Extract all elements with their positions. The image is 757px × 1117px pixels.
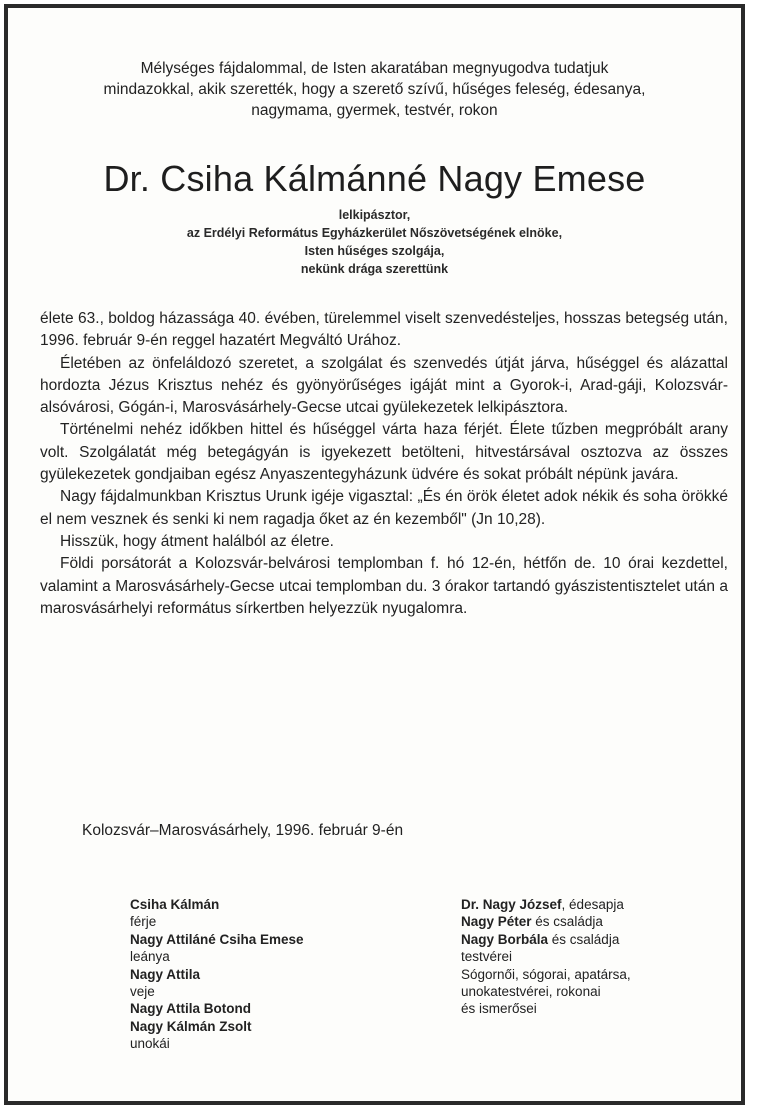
mourner-relation: testvérei — [461, 949, 513, 965]
mourner-relation: , édesapja — [561, 897, 624, 912]
title-line: az Erdélyi Református Egyházkerület Nőszövetségének elnöke, — [186, 226, 563, 240]
mourner-entry — [461, 931, 631, 948]
title-line: lelkipásztor, — [338, 208, 411, 222]
obituary-body — [40, 308, 728, 620]
intro-line: nagymama, gyermek, testvér, rokon — [251, 102, 498, 119]
mourner-relation: Sógornői, sógorai, apatársa, — [461, 966, 631, 982]
body-paragraph: Történelmi nehéz időkben hittel és hűséggel várta haza férjét. Élete tűzben megpróbált arany volt. Szolgálatát még betegágyán is igyekezett betölteni, hitvestársával osztozva az összes gyülekezetek gondjaiban egész Anyaszentegyházunk üdvére és sokat próbált népünk javára. — [40, 421, 728, 484]
mourner-relation: unokatestvérei, rokonai — [461, 984, 601, 1000]
body-paragraph: Földi porsátorát a Kolozsvár-belvárosi templomban f. hó 12-én, hétfőn de. 10 órai kezdettel, valamint a Marosvásárhely-Gecse utcai templomban du. 3 órakor tartandó gyászistentisztelet után a marosvásárhelyi református sírkertben helyezzük nyugalomra. — [40, 555, 728, 617]
body-paragraph: Életében az önfeláldozó szeretet, a szolgálat és szenvedés útját járva, hűséggel és alázattal hordozta Jézus Krisztus nehéz és gyönyörűséges igáját mint a Gyorok-i, Arad-gáji, Kolozsvár-alsóvárosi, Gógán-i, Marosvásárhely-Gecse utcai gyülekezetek lelkipásztora. — [40, 354, 728, 417]
intro-line: mindazokkal, akik szerették, hogy a szerető szívű, hűséges feleség, édesanya, — [103, 81, 646, 98]
mourner-name: Nagy Attila Botond — [130, 1001, 251, 1017]
mourner-relation: unokái — [130, 1036, 170, 1052]
deceased-name: Dr. Csiha Kálmánné Nagy Emese — [103, 158, 646, 199]
mourner-relation: férje — [130, 914, 157, 930]
title-line: nekünk drága szerettünk — [300, 262, 449, 276]
mourner-name: Nagy Attila — [130, 966, 201, 982]
mourner-name: Csiha Kálmán — [130, 897, 220, 912]
mourner-relation: és családja — [548, 931, 620, 947]
mourner-relation: és családja — [531, 914, 603, 930]
mourner-relation: és ismerősei — [461, 1001, 537, 1017]
mourner-relation: leánya — [130, 949, 170, 965]
intro-text — [28, 58, 721, 121]
intro-line: Mélységes fájdalommal, de Isten akaratában megnyugodva tudatjuk — [140, 60, 609, 77]
mourners-left — [130, 896, 304, 1053]
mourner-entry — [461, 896, 631, 913]
place-date: Kolozsvár–Marosvásárhely, 1996. február 9-én — [82, 822, 404, 839]
mourner-relation: veje — [130, 984, 155, 1000]
mourners-right — [461, 896, 631, 1018]
obituary-frame — [4, 4, 745, 1105]
mourner-name: Dr. Nagy József — [461, 897, 562, 912]
mourner-entry — [461, 913, 631, 930]
title-line: Isten hűséges szolgája, — [304, 244, 445, 258]
mourner-name: Nagy Borbála — [461, 931, 549, 947]
body-paragraph: Nagy fájdalmunkban Krisztus Urunk igéje vigasztal: „És én örök életet adok nékik és soha örökké el nem vesznek és senki ki nem ragadja őket az én kezemből" (Jn 10,28). — [40, 488, 728, 528]
mourner-name: Nagy Attiláné Csiha Emese — [130, 931, 304, 947]
body-paragraph: élete 63., boldog házassága 40. évében, türelemmel viselt szenvedésteljes, hosszas betegség után, 1996. február 9-én reggel hazatért Megváltó Urához. — [40, 310, 728, 350]
deceased-titles — [8, 206, 741, 278]
mourner-name: Nagy Kálmán Zsolt — [130, 1018, 252, 1034]
mourner-name: Nagy Péter — [461, 914, 532, 930]
body-paragraph: Hisszük, hogy átment halálból az életre. — [60, 532, 334, 550]
